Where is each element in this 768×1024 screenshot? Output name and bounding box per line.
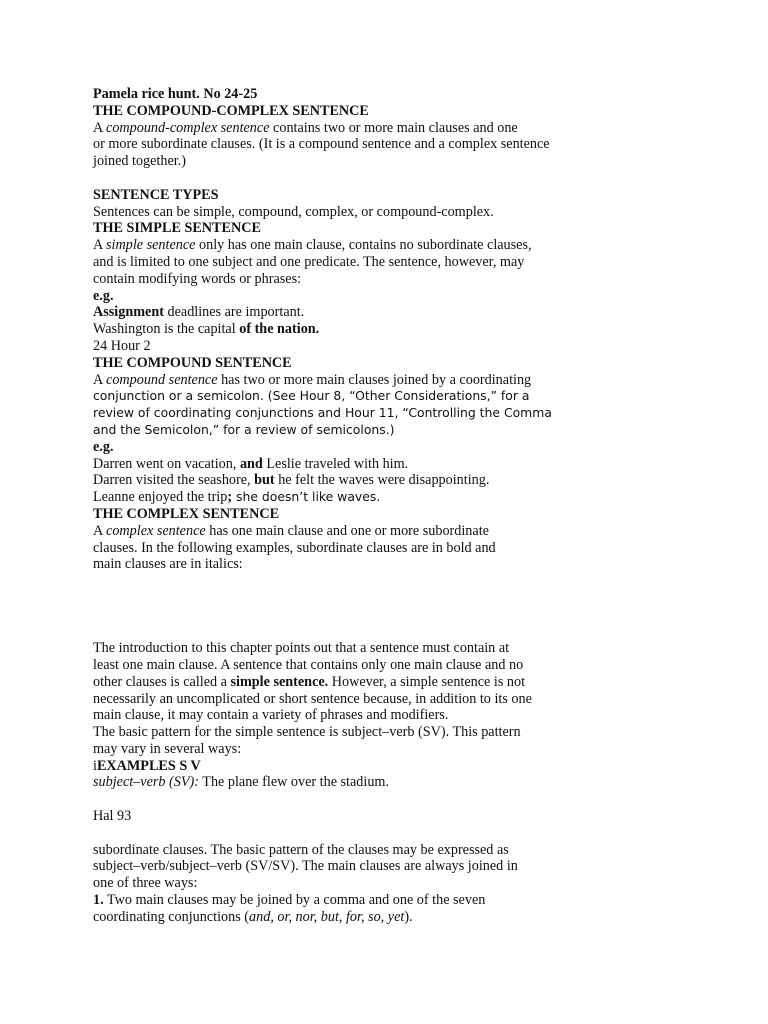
numbered-item-1 [93,892,713,909]
subordinate-line-1: subordinate clauses. The basic pattern of the clauses may be expressed as [93,841,509,858]
compound-example-1 [93,456,713,473]
text: other clauses is called a [93,673,231,690]
text: Two main clauses may be joined by a comma and one of the seven [103,892,486,909]
text: contains two or more main clauses and one [269,119,518,136]
bold-phrase: simple sentence. [230,673,329,690]
text: A [93,522,107,539]
subordinate-line-5 [93,909,713,926]
complex-line-2: clauses. In the following examples, subordinate clauses are in bold and [93,539,496,556]
complex-line-1 [93,523,713,540]
sv-example [93,774,713,791]
text: Leanne enjoyed the trip [93,489,228,506]
chapter-line-1: The introduction to this chapter points out that a sentence must contain at [93,640,510,657]
term-complex-sentence: complex sentence [106,522,206,539]
text: The plane flew over the stadium. [198,774,390,791]
text: ). [404,908,413,925]
term-compound-sentence: compound sentence [106,371,218,388]
bold-word: Assignment [93,304,164,321]
italic-conjunctions: and, or, nor, but, for, so, yet [249,908,405,925]
text: he felt the waves were disappointing. [274,472,490,489]
text: A [93,119,107,136]
bold-semicolon: ; [227,489,233,506]
spacer [93,825,713,842]
simple-example-1 [93,304,713,321]
text: Darren visited the seashore, [93,472,255,489]
simple-line-3: contain modifying words or phrases: [93,270,302,287]
text: has two or more main clauses joined by a coordinating [217,371,532,388]
subordinate-line-3: one of three ways: [93,875,198,892]
compound-line-1 [93,372,713,389]
document-page [93,86,713,926]
bold-conjunction: but [254,472,275,489]
chapter-line-4: necessarily an uncomplicated or short sentence because, in addition to its one [93,690,532,707]
text: only has one main clause, contains no subordinate clauses, [195,237,532,254]
simple-example-2 [93,321,713,338]
bold-conjunction: and [239,455,263,472]
compound-line-3: review of coordinating conjunctions and Hour 11, “Controlling the Comma [93,405,552,421]
text: Washington is the capital [93,321,240,338]
chapter-line-2: least one main clause. A sentence that contains only one main clause and no [93,656,524,673]
chapter-line-3 [93,674,713,691]
complex-line-3: main clauses are in italics: [93,556,243,573]
compound-sentence-heading: THE COMPOUND SENTENCE [93,354,292,371]
compound-example-2 [93,472,713,489]
text: has one main clause and one or more subordinate [205,522,489,539]
text: However, a simple sentence is not [328,673,526,690]
author-line: Pamela rice hunt. No 24-25 [93,86,258,102]
italic-label: subject–verb (SV): [93,774,199,791]
text: deadlines are important. [163,304,305,321]
eg-label: e.g. [93,287,114,304]
page-title: THE COMPOUND-COMPLEX SENTENCE [93,102,369,119]
text: A [93,371,107,388]
bold-heading: EXAMPLES S V [96,757,201,774]
spacer [93,170,713,187]
text: i [93,757,97,774]
simple-sentence-heading: THE SIMPLE SENTENCE [93,220,261,237]
chapter-line-6: The basic pattern for the simple sentence is subject–verb (SV). This pattern [93,724,521,741]
spacer [93,791,713,808]
term-simple-sentence: simple sentence [106,237,196,254]
bold-phrase: of the nation. [239,321,320,338]
text: A [93,237,107,254]
text: coordinating conjunctions ( [93,908,250,925]
compound-example-3 [93,489,713,506]
text: Darren went on vacation, [93,455,240,472]
complex-sentence-heading: THE COMPLEX SENTENCE [93,505,280,522]
spacer [93,573,713,640]
compound-line-4: and the Semicolon,” for a review of semicolons.) [93,421,395,437]
subordinate-line-2: subject–verb/subject–verb (SV/SV). The main clauses are always joined in [93,858,518,875]
intro-line-2: or more subordinate clauses. (It is a compound sentence and a complex sentence [93,136,550,153]
sentence-types-line: Sentences can be simple, compound, complex, or compound-complex. [93,203,494,220]
examples-heading [93,758,713,775]
hal-page-mark: Hal 93 [93,808,132,825]
compound-line-2: conjunction or a semicolon. (See Hour 8, “Other Considerations,” for a [93,388,530,404]
intro-line-3: joined together.) [93,153,186,170]
term-compound-complex: compound-complex sentence [106,119,270,136]
item-number: 1. [93,892,104,909]
sentence-types-heading: SENTENCE TYPES [93,186,219,203]
text: she doesn’t like waves. [232,489,381,505]
simple-line-1 [93,237,713,254]
page-mark: 24 Hour 2 [93,337,151,354]
chapter-line-5: main clause, it may contain a variety of phrases and modifiers. [93,707,449,724]
eg-label: e.g. [93,438,114,455]
simple-line-2: and is limited to one subject and one predicate. The sentence, however, may [93,253,525,270]
text: Leslie traveled with him. [262,455,409,472]
intro-line-1 [93,120,713,137]
chapter-line-7: may vary in several ways: [93,740,242,757]
